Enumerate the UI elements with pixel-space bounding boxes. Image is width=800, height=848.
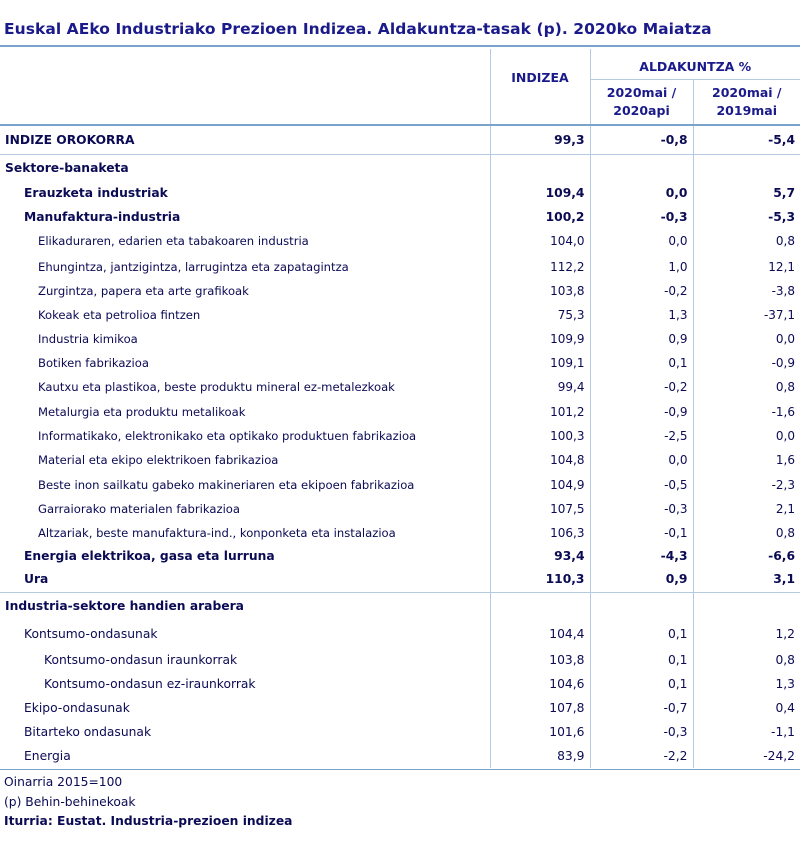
annual-change-value: 5,7: [693, 181, 800, 205]
monthly-change-value: 0,1: [590, 620, 693, 648]
table-row: [0, 620, 800, 648]
annual-change-value: 0,4: [693, 696, 800, 720]
table-row: [0, 448, 800, 472]
monthly-change-value: -2,5: [590, 424, 693, 448]
annual-change-value: 1,3: [693, 672, 800, 696]
annual-change-value: -24,2: [693, 744, 800, 768]
annual-change-value: 3,1: [693, 566, 800, 592]
row-label: Kontsumo-ondasun ez-iraunkorrak: [44, 677, 256, 691]
monthly-change-value: 0,1: [590, 351, 693, 375]
table-row: [0, 521, 800, 545]
table-row: [0, 327, 800, 351]
row-label: Manufaktura-industria: [24, 209, 181, 224]
annual-change-value: -1,1: [693, 720, 800, 744]
index-value: 104,9: [490, 472, 590, 497]
row-label: Zurgintza, papera eta arte grafikoak: [38, 284, 249, 298]
annual-change-value: 0,0: [693, 327, 800, 351]
table-row: [0, 303, 800, 327]
price-index-table: [0, 49, 800, 768]
annual-change-value: 0,8: [693, 375, 800, 399]
monthly-change-value: -0,5: [590, 472, 693, 497]
row-label: Kokeak eta petrolioa fintzen: [38, 308, 201, 322]
table-row: [0, 254, 800, 279]
index-value: 104,4: [490, 620, 590, 648]
annual-change-value: 1,2: [693, 620, 800, 648]
row-label: Beste inon sailkatu gabeko makineriaren eta ekipoen fabrikazioa: [38, 477, 415, 492]
index-value: 112,2: [490, 254, 590, 279]
table-row: [0, 472, 800, 497]
annual-change-value: -5,3: [693, 205, 800, 228]
index-value: 101,6: [490, 720, 590, 744]
row-label: Kautxu eta plastikoa, beste produktu mineral ez-metalezkoak: [38, 380, 395, 394]
index-value: 103,8: [490, 648, 590, 672]
table-row: [0, 375, 800, 399]
annual-change-value: -6,6: [693, 545, 800, 566]
row-label: Metalurgia eta produktu metalikoak: [38, 404, 246, 419]
monthly-change-value: -0,1: [590, 521, 693, 545]
provisional-note: (p) Behin-behinekoak: [4, 795, 136, 809]
index-value: 107,5: [490, 497, 590, 521]
row-label: Energia: [24, 749, 71, 763]
index-value: 99,4: [490, 375, 590, 399]
monthly-change-value: -0,2: [590, 375, 693, 399]
row-label: Botiken fabrikazioa: [38, 356, 149, 370]
title-divider: [0, 45, 800, 47]
index-value: 109,1: [490, 351, 590, 375]
row-label: Industria kimikoa: [38, 332, 138, 346]
monthly-change-value: 0,0: [590, 181, 693, 205]
index-value: 110,3: [490, 566, 590, 592]
row-label: Garraiorako materialen fabrikazioa: [38, 502, 240, 516]
row-label: Kontsumo-ondasun iraunkorrak: [44, 653, 238, 667]
monthly-change-value: -0,3: [590, 497, 693, 521]
monthly-change-value: -0,2: [590, 279, 693, 303]
index-value: 106,3: [490, 521, 590, 545]
monthly-change-value: -4,3: [590, 545, 693, 566]
annual-change-value: 2,1: [693, 497, 800, 521]
monthly-change-value: 1,0: [590, 254, 693, 279]
monthly-change-value: 0,1: [590, 648, 693, 672]
section-heading: Industria-sektore handien arabera: [0, 592, 490, 620]
section-heading: Sektore-banaketa: [0, 154, 490, 181]
base-note: Oinarria 2015=100: [4, 775, 123, 789]
index-value: 104,6: [490, 672, 590, 696]
sector-heading-row: [0, 154, 800, 181]
table-row: [0, 744, 800, 768]
table-row: [0, 279, 800, 303]
index-value: 100,2: [490, 205, 590, 228]
monthly-change-value: 1,3: [590, 303, 693, 327]
annual-change-value: -3,8: [693, 279, 800, 303]
source-note: Iturria: Eustat. Industria-prezioen indizea: [4, 814, 293, 828]
row-label: Bitarteko ondasunak: [24, 725, 152, 739]
monthly-change-value: 0,1: [590, 672, 693, 696]
monthly-change-value: 0,0: [590, 448, 693, 472]
table-row: [0, 720, 800, 744]
annual-change-value: 0,8: [693, 648, 800, 672]
index-value: 104,8: [490, 448, 590, 472]
annual-change-value: 0,8: [693, 521, 800, 545]
row-label: Ura: [24, 571, 49, 586]
monthly-change-value: 0,0: [590, 228, 693, 254]
annual-change-value: 0,0: [693, 424, 800, 448]
row-label: Altzariak, beste manufaktura-ind., konponketa eta instalazioa: [38, 526, 396, 540]
index-value: 100,3: [490, 424, 590, 448]
index-value: 104,0: [490, 228, 590, 254]
table-row: [0, 351, 800, 375]
index-value: 93,4: [490, 545, 590, 566]
annual-change-header: 2020mai / 2019mai: [693, 79, 800, 125]
row-label: Ekipo-ondasunak: [24, 701, 130, 715]
table-row: [0, 424, 800, 448]
index-value: 101,2: [490, 399, 590, 424]
table-row: [0, 648, 800, 672]
table-title: Euskal AEko Industriako Prezioen Indizea. Aldakuntza-tasak (p). 2020ko Maiatza: [4, 20, 712, 38]
annual-change-value: -0,9: [693, 351, 800, 375]
row-label: Kontsumo-ondasunak: [24, 627, 158, 641]
table-row: [0, 672, 800, 696]
annual-change-value: -37,1: [693, 303, 800, 327]
annual-change-value: -1,6: [693, 399, 800, 424]
index-value: 83,9: [490, 744, 590, 768]
index-value: 107,8: [490, 696, 590, 720]
table-row: [0, 696, 800, 720]
annual-change-value: 1,6: [693, 448, 800, 472]
table-row: [0, 545, 800, 566]
groups-heading-row: [0, 592, 800, 620]
monthly-change-value: 0,9: [590, 327, 693, 351]
monthly-change-value: -0,7: [590, 696, 693, 720]
monthly-change-value: -0,3: [590, 205, 693, 228]
row-label: Informatikako, elektronikako eta optikako produktuen fabrikazioa: [38, 429, 417, 443]
annual-change-value: -2,3: [693, 472, 800, 497]
row-label: Energia elektrikoa, gasa eta lurruna: [24, 548, 275, 563]
row-label: Material eta ekipo elektrikoen fabrikazioa: [38, 453, 279, 467]
total-row: INDIZE OROKORRA 99,3 -0,8 -5,4: [0, 125, 800, 154]
annual-change-value: 0,8: [693, 228, 800, 254]
label-column-header: [0, 49, 490, 79]
change-column-header: ALDAKUNTZA %: [590, 49, 800, 79]
index-value: 109,9: [490, 327, 590, 351]
monthly-change-value: 0,9: [590, 566, 693, 592]
table-row: [0, 566, 800, 592]
table-row: [0, 228, 800, 254]
table-row: [0, 497, 800, 521]
monthly-change-value: -0,3: [590, 720, 693, 744]
index-value: 75,3: [490, 303, 590, 327]
row-label: Erauzketa industriak: [24, 186, 168, 200]
index-column-header: INDIZEA: [490, 49, 590, 125]
index-value: 103,8: [490, 279, 590, 303]
table-bottom-rule: [0, 769, 800, 770]
row-label: Elikaduraren, edarien eta tabakoaren industria: [38, 234, 309, 248]
monthly-change-value: -0,9: [590, 399, 693, 424]
monthly-change-value: -2,2: [590, 744, 693, 768]
table-row: [0, 399, 800, 424]
annual-change-value: 12,1: [693, 254, 800, 279]
row-label: Ehungintza, jantzigintza, larrugintza eta zapatagintza: [38, 259, 349, 274]
table-row: [0, 205, 800, 228]
index-value: 109,4: [490, 181, 590, 205]
monthly-change-header: 2020mai / 2020api: [590, 79, 693, 125]
table-row: [0, 181, 800, 205]
